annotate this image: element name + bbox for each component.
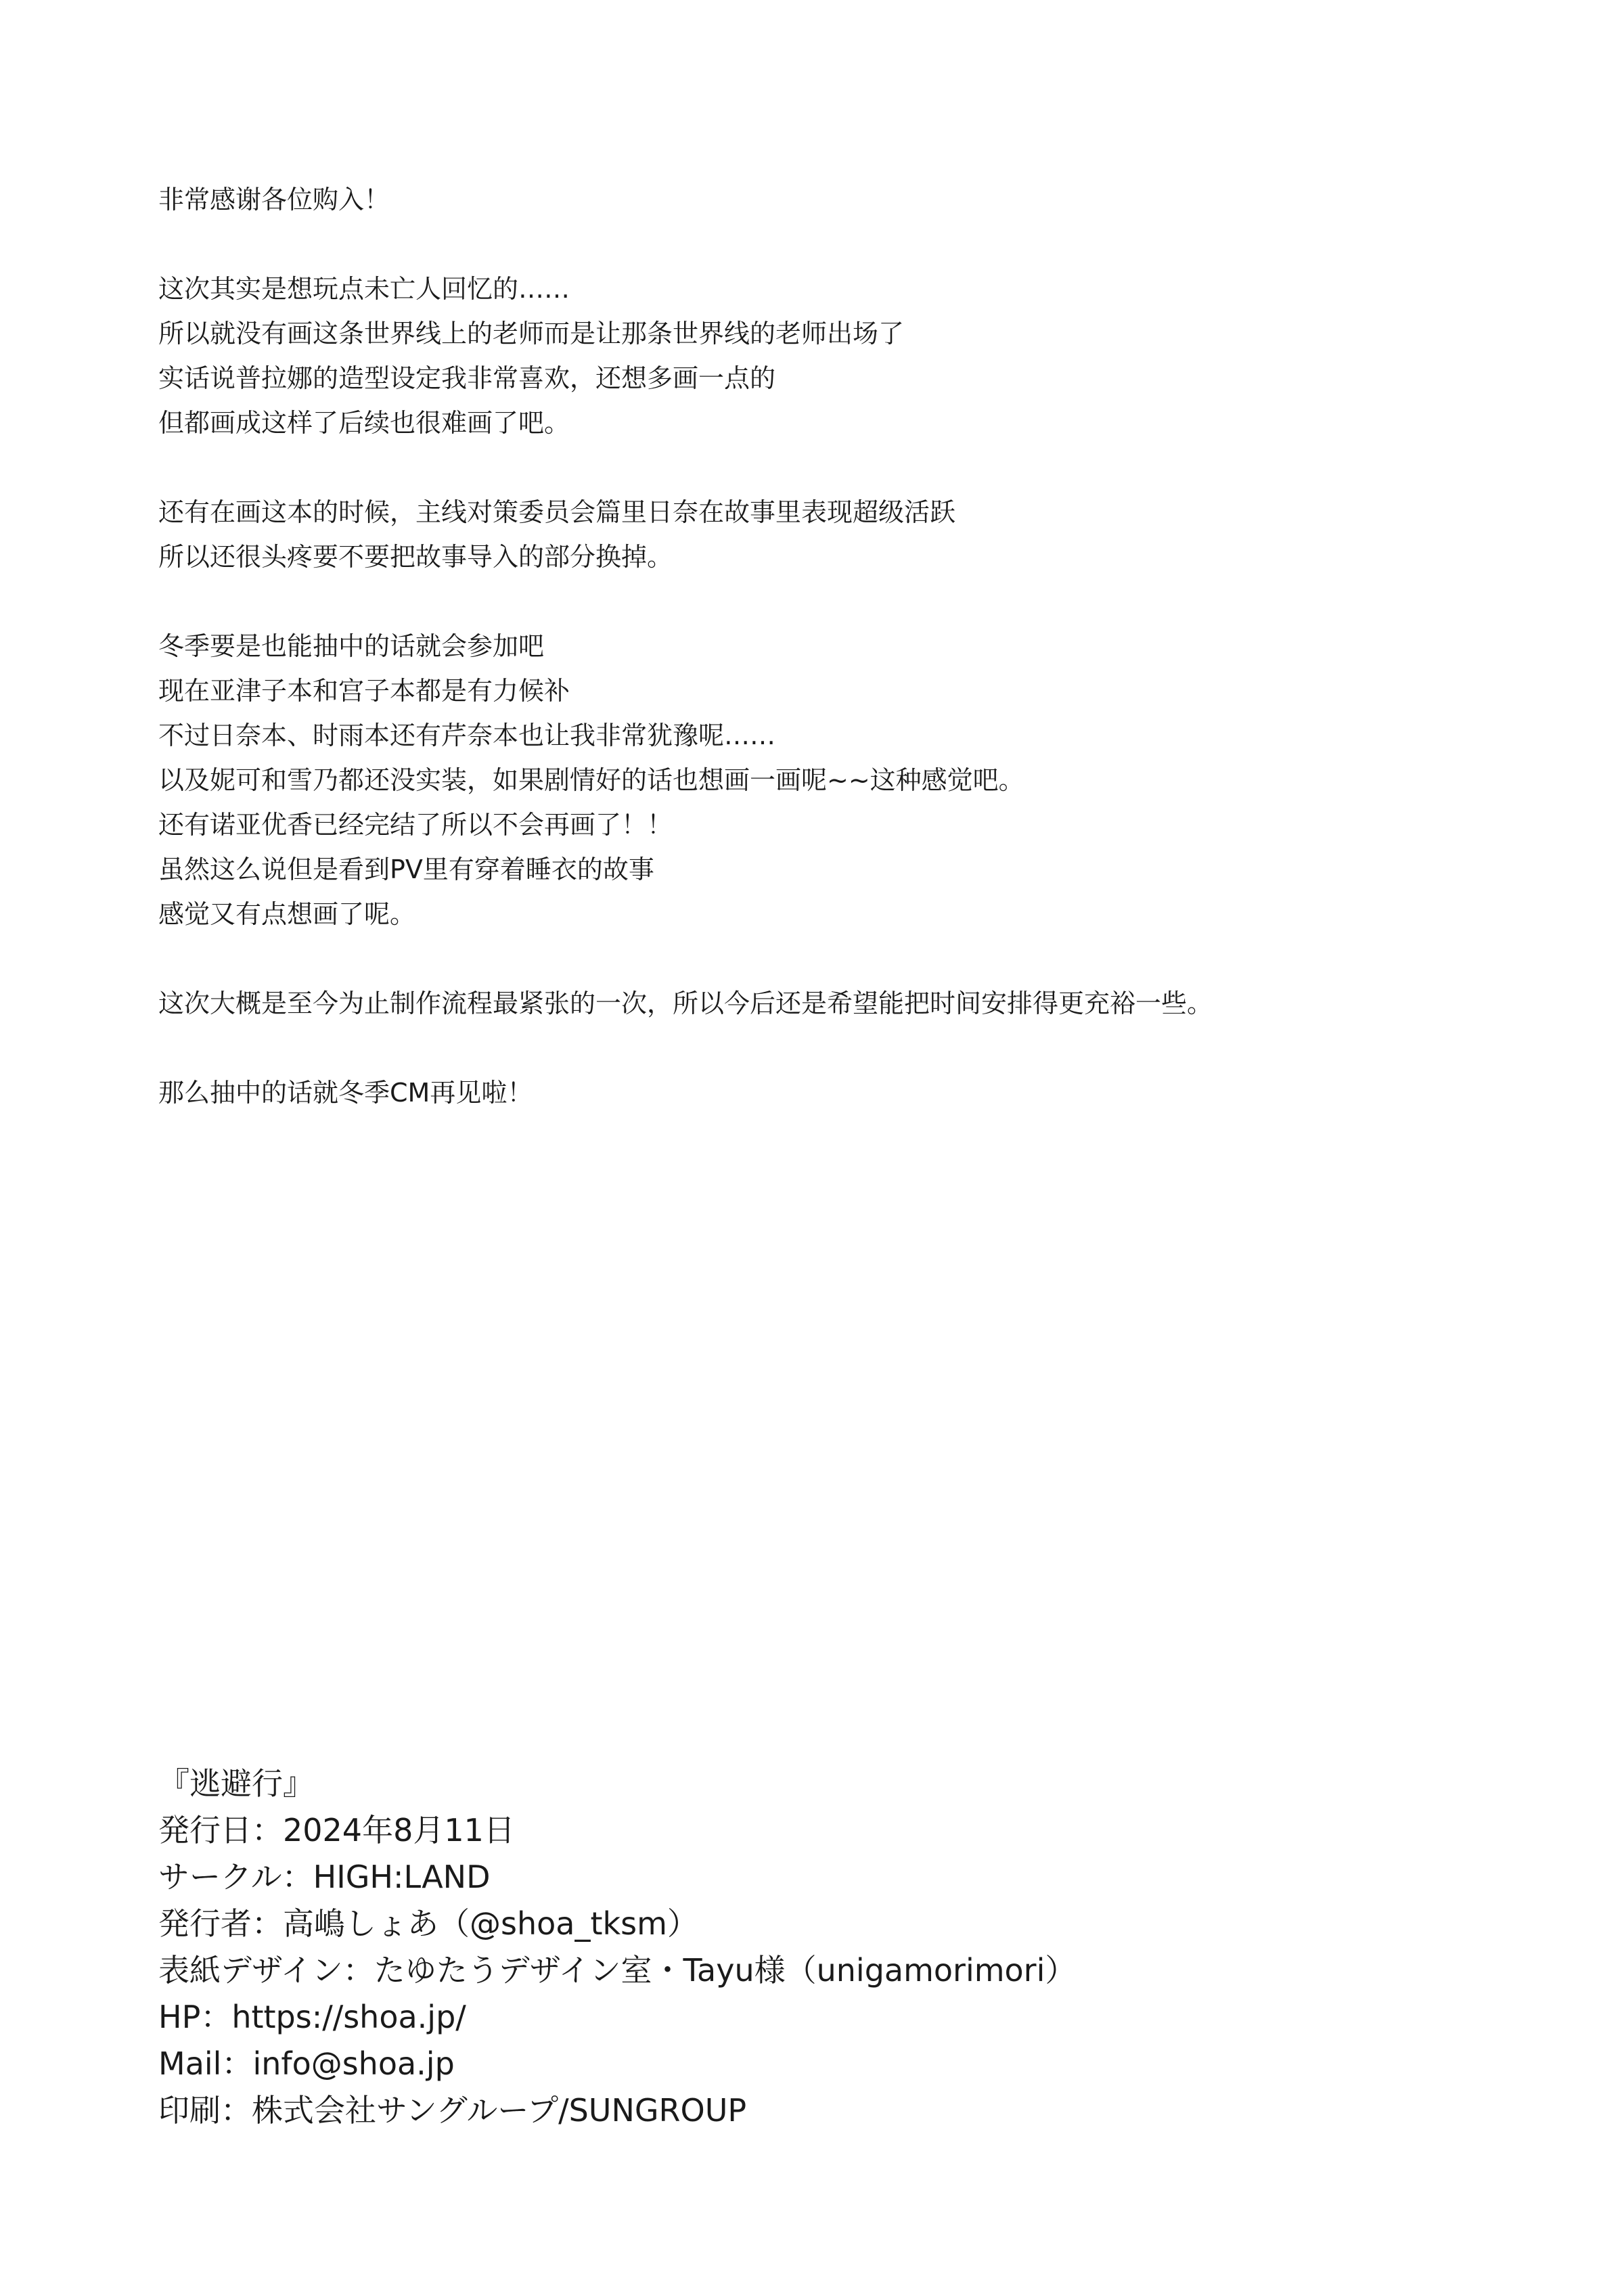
- text-line: 但都画成这样了后续也很难画了吧。: [158, 408, 570, 438]
- colophon: [158, 1761, 1512, 2134]
- text-line: 这次其实是想玩点未亡人回忆的……: [158, 274, 570, 304]
- text-line: 实话说普拉娜的造型设定我非常喜欢，还想多画一点的: [158, 363, 776, 393]
- text-line: 非常感谢各位购入！: [158, 185, 390, 214]
- afterword: [158, 177, 1512, 1160]
- text-line: 现在亚津子本和宫子本都是有力候补: [158, 676, 570, 706]
- colophon-publish-date: 発行日：2024年8月11日: [158, 1812, 515, 1848]
- colophon-mail: Mail：info@shoa.jp: [158, 2045, 455, 2082]
- afterword-paragraph-thanks: [158, 177, 1512, 222]
- text-line: 所以还很头疼要不要把故事导入的部分换掉。: [158, 542, 673, 572]
- text-line: 还有在画这本的时候，主线对策委员会篇里日奈在故事里表现超级活跃: [158, 497, 956, 527]
- colophon-circle: サークル：HIGH:LAND: [158, 1859, 491, 1895]
- text-line: 不过日奈本、时雨本还有芹奈本也让我非常犹豫呢……: [158, 721, 776, 750]
- text-line: 这次大概是至今为止制作流程最紧张的一次，所以今后还是希望能把时间安排得更充裕一些。: [158, 989, 1213, 1018]
- afterword-paragraph-winter-plans: [158, 624, 1512, 936]
- afterword-paragraph-schedule: [158, 981, 1512, 1026]
- text-line: 还有诺亚优香已经完结了所以不会再画了！！: [158, 810, 673, 840]
- colophon-homepage: HP：https://shoa.jp/: [158, 1999, 466, 2035]
- afterword-paragraph-farewell: [158, 1070, 1512, 1115]
- text-line: 以及妮可和雪乃都还没实装，如果剧情好的话也想画一画呢~~这种感觉吧。: [158, 765, 1024, 795]
- text-line: 虽然这么说但是看到PV里有穿着睡衣的故事: [158, 855, 654, 884]
- colophon-cover-design: 表紙デザイン：たゆたうデザイン室・Tayu様（unigamorimori）: [158, 1952, 1077, 1989]
- text-line: 感觉又有点想画了呢。: [158, 899, 416, 929]
- afterword-paragraph-concept: [158, 267, 1512, 445]
- text-line: 冬季要是也能抽中的话就会参加吧: [158, 631, 545, 661]
- colophon-title: 『逃避行』: [158, 1765, 314, 1802]
- afterword-paragraph-story: [158, 490, 1512, 579]
- text-line: 那么抽中的话就冬季CM再见啦！: [158, 1078, 533, 1108]
- text-line: 所以就没有画这条世界线上的老师而是让那条世界线的老师出场了: [158, 319, 905, 348]
- colophon-publisher: 発行者：高嶋しょあ（@shoa_tksm）: [158, 1905, 698, 1942]
- colophon-printing: 印刷：株式会社サングループ/SUNGROUP: [158, 2092, 747, 2129]
